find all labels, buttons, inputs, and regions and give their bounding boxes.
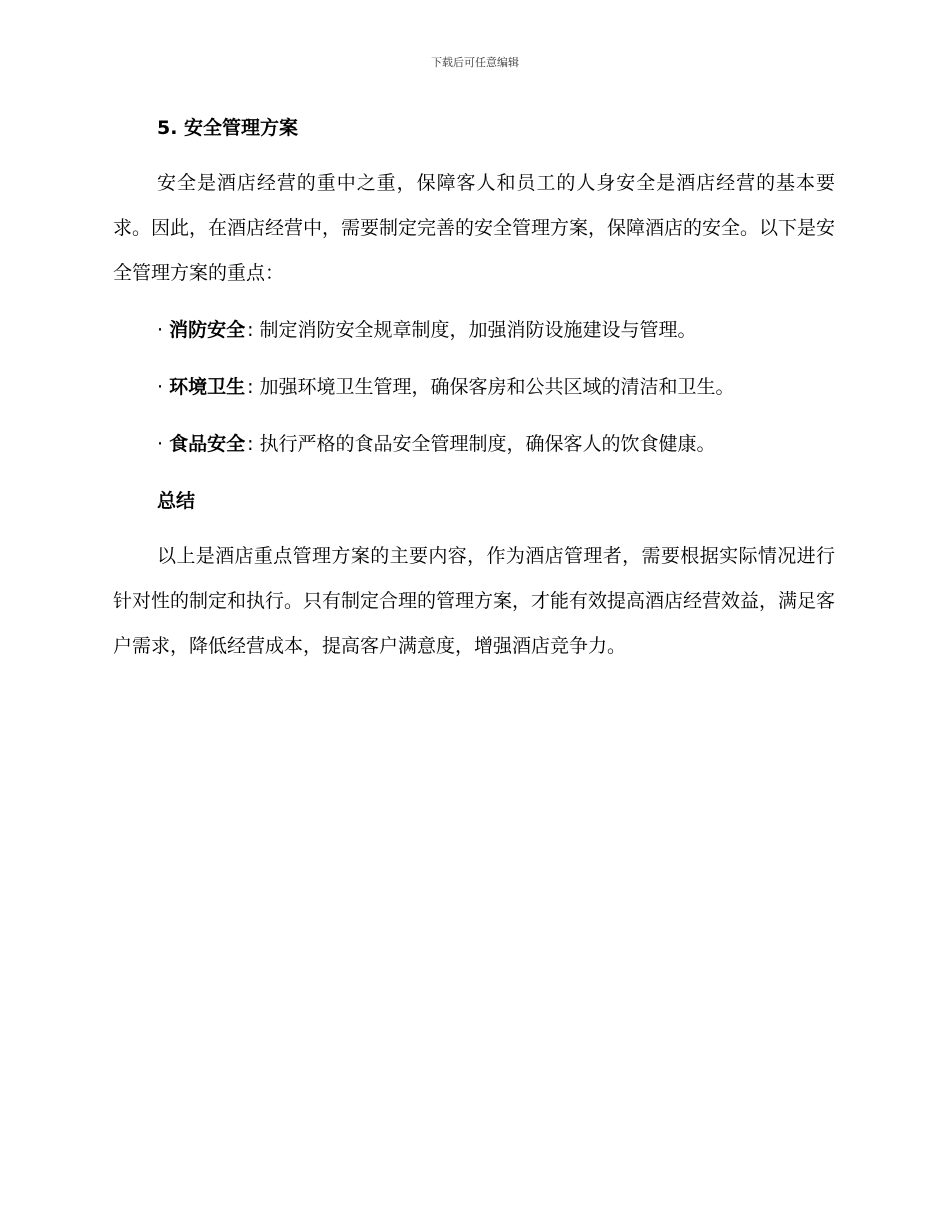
bullet-separator: : <box>247 376 254 398</box>
section-intro-paragraph: 安全是酒店经营的重中之重，保障客人和员工的人身安全是酒店经营的基本要求。因此，在酒店经营中，需要制定完善的安全管理方案，保障酒店的安全。以下是安全管理方案的重点： <box>113 172 836 284</box>
bullet-marker: · <box>157 376 164 398</box>
bullet-text: 制定消防安全规章制度，加强消防设施建设与管理。 <box>259 319 697 341</box>
section-title: 5. 安全管理方案 <box>157 117 299 139</box>
bullet-marker: · <box>157 433 164 455</box>
bullet-term: 食品安全 <box>169 433 246 455</box>
bullet-term: 消防安全 <box>169 319 246 341</box>
bullet-separator: : <box>247 319 254 341</box>
summary-paragraph: 以上是酒店重点管理方案的主要内容，作为酒店管理者，需要根据实际情况进行针对性的制定和执行。只有制定合理的管理方案，才能有效提高酒店经营效益，满足客户需求，降低经营成本，提高客户满意度，增强酒店竞争力。 <box>113 545 836 657</box>
bullet-separator: : <box>247 433 254 455</box>
bullet-text: 执行严格的食品安全管理制度，确保客人的饮食健康。 <box>259 433 716 455</box>
bullet-item-food-safety <box>157 422 835 467</box>
bullet-text: 加强环境卫生管理，确保客房和公共区域的清洁和卫生。 <box>259 376 735 398</box>
bullet-item-environment-hygiene <box>157 365 835 410</box>
header-note: 下载后可任意编辑 <box>431 56 519 69</box>
summary-title: 总结 <box>157 490 196 512</box>
bullet-item-fire-safety <box>157 308 835 353</box>
bullet-term: 环境卫生 <box>169 376 246 398</box>
document-content <box>113 111 835 669</box>
bullet-marker: · <box>157 319 164 341</box>
